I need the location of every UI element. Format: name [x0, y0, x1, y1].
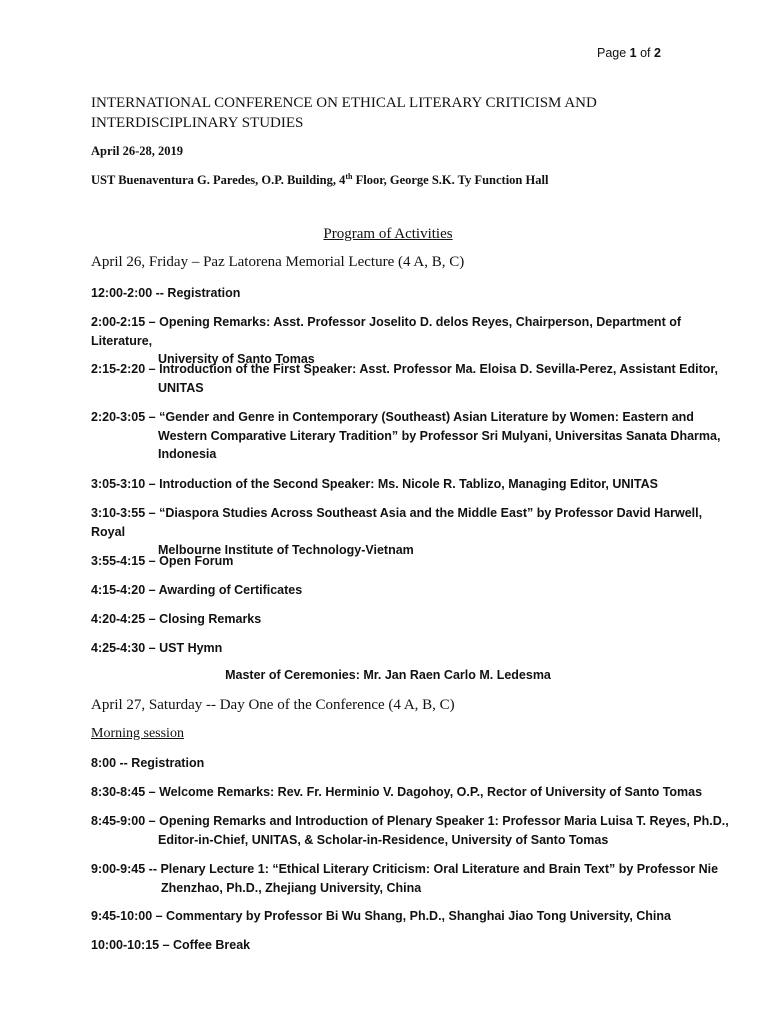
schedule-item-text: 9:00-9:45 -- Plenary Lecture 1: “Ethical Literary Criticism: Oral Literature and Brain Text” by Professor Nie — [91, 862, 719, 876]
schedule-item — [91, 610, 731, 629]
schedule-item — [91, 907, 731, 926]
schedule-item — [91, 860, 731, 897]
schedule-item-text: 2:00-2:15 – Opening Remarks: Asst. Professor Joselito D. delos Reyes, Chairperson, Department of Literature, — [91, 315, 681, 348]
session-label: Morning session — [91, 726, 184, 741]
page-number-total: 2 — [654, 46, 661, 60]
page-number-of: of — [636, 46, 654, 60]
conference-title — [91, 93, 691, 133]
conference-title-line-2: INTERDISCIPLINARY STUDIES — [91, 115, 304, 131]
schedule-item-text: 8:00 -- Registration — [91, 756, 205, 770]
conference-dates: April 26-28, 2019 — [91, 144, 184, 158]
schedule-item-text: 9:45-10:00 – Commentary by Professor Bi Wu Shang, Ph.D., Shanghai Jiao Tong University, China — [91, 909, 671, 923]
schedule-item-continuation: University of Santo Tomas — [158, 352, 315, 366]
schedule-item-continuation: Zhenzhao, Ph.D., Zhejiang University, China — [161, 880, 422, 895]
schedule-item-text: 3:05-3:10 – Introduction of the Second Speaker: Ms. Nicole R. Tablizo, Managing Editor, UNITAS — [91, 477, 658, 491]
page-number-current: 1 — [629, 46, 637, 60]
schedule-item-text: 2:15-2:20 – Introduction of the First Speaker: Asst. Professor Ma. Eloisa D. Sevilla-Perez, Assistant Editor, — [91, 362, 719, 376]
conference-title-line-1: INTERNATIONAL CONFERENCE ON ETHICAL LITERARY CRITICISM AND — [91, 95, 597, 111]
schedule-item-continuation: UNITAS — [158, 380, 204, 395]
schedule-item-text: 4:25-4:30 – UST Hymn — [91, 641, 223, 655]
schedule-item — [91, 475, 731, 494]
schedule-item-text: 4:20-4:25 – Closing Remarks — [91, 612, 262, 626]
schedule-item-text: 8:30-8:45 – Welcome Remarks: Rev. Fr. Herminio V. Dagohoy, O.P., Rector of University of Santo Tomas — [91, 785, 703, 799]
schedule-item-text: 10:00-10:15 – Coffee Break — [91, 938, 251, 952]
schedule-item — [91, 552, 731, 571]
schedule-item-text: 3:10-3:55 – “Diaspora Studies Across Southeast Asia and the Middle East” by Professor David Harwell, Royal — [91, 506, 703, 539]
schedule-item — [91, 936, 731, 955]
schedule-item-continuation: Melbourne Institute of Technology-Vietnam — [158, 543, 414, 557]
venue-superscript: th — [345, 172, 353, 181]
schedule-item — [91, 783, 731, 802]
schedule-item-text: 8:45-9:00 – Opening Remarks and Introduction of Plenary Speaker 1: Professor Maria Luisa T. Reyes, Ph.D., — [91, 814, 729, 828]
schedule-item — [91, 360, 731, 397]
schedule-item — [91, 754, 731, 773]
schedule-item — [91, 812, 731, 849]
venue-part-2: Floor, George S.K. Ty Function Hall — [352, 173, 549, 188]
page-number-prefix: Page — [597, 46, 630, 60]
schedule-item-text: 3:55-4:15 – Open Forum — [91, 554, 234, 568]
schedule-item — [91, 581, 731, 600]
schedule-item-text: 2:20-3:05 – “Gender and Genre in Contemporary (Southeast) Asian Literature by Women: Eastern and — [91, 410, 694, 424]
schedule-item-continuation: Editor-in-Chief, UNITAS, & Scholar-in-Residence, University of Santo Tomas — [158, 832, 609, 847]
conference-venue — [91, 172, 548, 188]
schedule-item-text: 4:15-4:20 – Awarding of Certificates — [91, 583, 303, 597]
day-1-heading: April 26, Friday – Paz Latorena Memorial Lecture (4 A, B, C) — [91, 254, 465, 270]
master-of-ceremonies: Master of Ceremonies: Mr. Jan Raen Carlo M. Ledesma — [225, 668, 551, 682]
schedule-item-text: 12:00-2:00 -- Registration — [91, 286, 241, 300]
schedule-item — [91, 408, 731, 464]
page-number — [597, 46, 661, 60]
schedule-item — [91, 284, 731, 303]
schedule-item-continuation: Indonesia — [158, 447, 217, 461]
venue-part-1: UST Buenaventura G. Paredes, O.P. Building, 4 — [91, 173, 346, 188]
schedule-item-continuation: Western Comparative Literary Tradition” by Professor Sri Mulyani, Universitas Sanata Dharma, — [158, 428, 721, 443]
program-title: Program of Activities — [323, 226, 453, 242]
day-2-heading: April 27, Saturday -- Day One of the Conference (4 A, B, C) — [91, 697, 455, 713]
schedule-item — [91, 639, 731, 658]
